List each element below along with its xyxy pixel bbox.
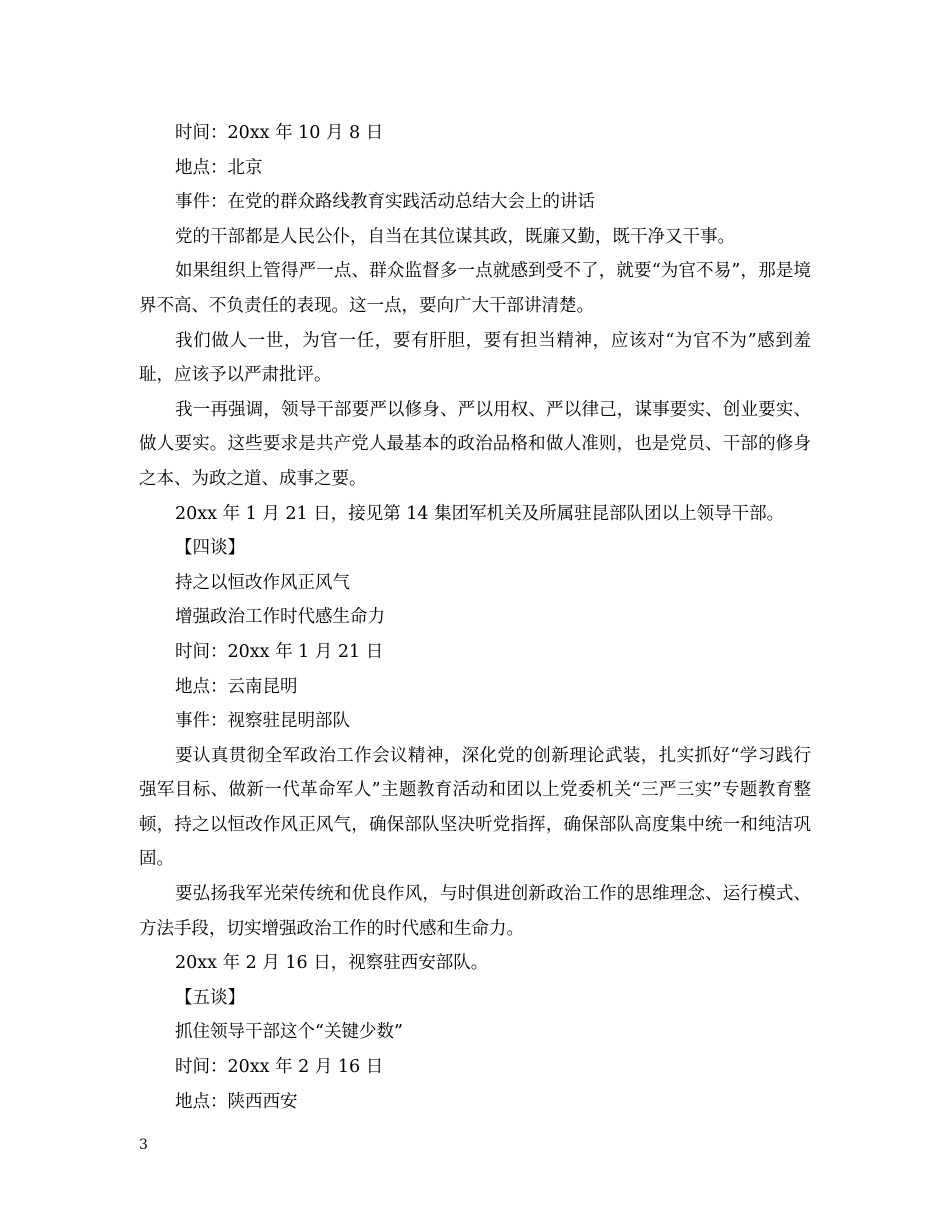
section-title: 增强政治工作时代感生命力 xyxy=(175,607,385,628)
meta-location: 地点：北京 xyxy=(175,157,263,178)
body-paragraph: 党的干部都是人民公仆，自当在其位谋其政，既廉又勤，既干净又干事。 xyxy=(175,226,735,247)
body-paragraph: 如果组织上管得严一点、群众监督多一点就感到受不了，就要“为官不易”，那是境界不高、不负责任的表现。这一点，要向广大干部讲清楚。 xyxy=(139,261,811,316)
meta-time: 时间：20xx 年 1 月 21 日 xyxy=(175,641,384,662)
body-paragraph: 我们做人一世，为官一任，要有肝胆，要有担当精神，应该对“为官不为”感到羞耻，应该予以严肃批评。 xyxy=(139,330,811,386)
meta-time: 时间：20xx 年 10 月 8 日 xyxy=(175,123,384,143)
body-paragraph: 我一再强调，领导干部要严以修身、严以用权、严以律己，谋事要实、创业要实、做人要实。这些要求是共产党人最基本的政治品格和做人准则，也是党员、干部的修身之本、为政之道、成事之要。 xyxy=(139,399,811,489)
body-paragraph: 20xx 年 1 月 21 日，接见第 14 集团军机关及所属驻昆部队团以上领导干部。 xyxy=(175,503,785,524)
meta-event: 事件：视察驻昆明部队 xyxy=(175,711,350,732)
document-body xyxy=(139,116,811,1119)
meta-time: 时间：20xx 年 2 月 16 日 xyxy=(175,1057,384,1078)
page-number: 3 xyxy=(139,1137,148,1153)
section-heading: 【四谈】 xyxy=(175,538,245,559)
section-heading: 【五谈】 xyxy=(175,987,245,1008)
body-paragraph: 要认真贯彻全军政治工作会议精神，深化党的创新理论武装，扎实抓好“学习践行强军目标、做新一代革命军人”主题教育活动和团以上党委机关“三严三实”专题教育整顿，持之以恒改作风正风气，确保部队坚决听党指挥，确保部队高度集中统一和纯洁巩固。 xyxy=(139,745,811,870)
section-title: 抓住领导干部这个“关键少数” xyxy=(175,1022,403,1043)
meta-event: 事件：在党的群众路线教育实践活动总结大会上的讲话 xyxy=(175,192,595,213)
meta-location: 地点：陕西西安 xyxy=(175,1091,298,1112)
body-paragraph: 要弘扬我军光荣传统和优良作风，与时俱进创新政治工作的思维理念、运行模式、方法手段，切实增强政治工作的时代感和生命力。 xyxy=(139,884,811,939)
section-title: 持之以恒改作风正风气 xyxy=(175,572,350,593)
meta-location: 地点：云南昆明 xyxy=(175,676,298,697)
body-paragraph: 20xx 年 2 月 16 日，视察驻西安部队。 xyxy=(175,953,489,974)
